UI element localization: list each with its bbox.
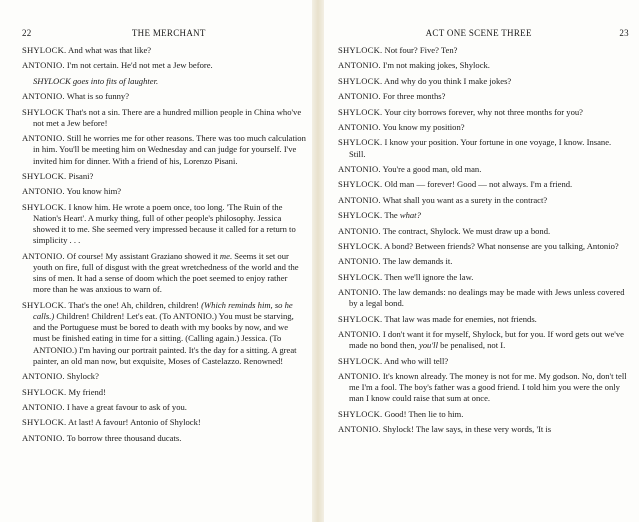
speaker-name: SHYLOCK. <box>338 271 383 282</box>
page-number: 23 <box>619 28 629 38</box>
left-page <box>0 0 312 522</box>
dialogue-text: I'm not certain. He'd not met a Jew before. <box>66 60 213 71</box>
speech-line <box>22 45 306 56</box>
speech-line <box>22 300 306 367</box>
speech-line <box>338 164 629 175</box>
speech-line <box>338 107 629 118</box>
dialogue-text: Children! Children! Let's eat. (To ANTONIO.) You must be starving, and the Portuguese must be bored to death with my books by now, and we must be finished eating in time for a sitting. (Calling again.) Jessica. (To ANTONIO.) I'm having our portrait painted. It's the day for a sitting. A great painter, an old man now, but exquisite, Moses of Castelazzo. Renowned! <box>33 310 297 366</box>
dialogue-text: And why do you think I make jokes? <box>384 75 512 86</box>
right-page <box>324 0 639 522</box>
speaker-name: ANTONIO. <box>338 225 381 236</box>
stage-direction: SHYLOCK goes into fits of laughter. <box>33 75 159 86</box>
speech-line <box>338 371 629 405</box>
emphasis-text: what? <box>399 210 421 221</box>
speech-line <box>22 433 306 444</box>
page-number: 22 <box>22 28 32 38</box>
dialogue-text: You know my position? <box>382 121 465 132</box>
dialogue-text: be penalised, not I. <box>437 340 506 351</box>
dialogue-text: Old man — forever! Good — not always. I'm a friend. <box>384 179 573 190</box>
dialogue-text: To borrow three thousand ducats. <box>66 432 182 443</box>
speaker-name: SHYLOCK. <box>22 299 67 310</box>
dialogue-text: I know your position. Your fortune in one voyage, I know. Insane. Still. <box>349 137 612 159</box>
speaker-name: SHYLOCK <box>22 106 64 117</box>
dialogue-text: Not four? Five? Ten? <box>384 45 458 55</box>
speech-line <box>338 356 629 367</box>
speech-line <box>22 417 306 428</box>
dialogue-text: Pisani? <box>68 170 94 181</box>
speaker-name: SHYLOCK. <box>22 170 67 181</box>
speech-line <box>338 91 629 102</box>
dialogue-text: And who will tell? <box>384 355 449 366</box>
speech-line <box>22 251 306 296</box>
speech-line <box>338 137 629 159</box>
speech-line <box>338 256 629 267</box>
speaker-name: ANTONIO. <box>22 371 65 382</box>
speech-line <box>338 241 629 252</box>
speaker-name: SHYLOCK. <box>338 106 383 117</box>
speech-line <box>22 202 306 247</box>
speaker-name: SHYLOCK. <box>22 45 67 55</box>
speech-line <box>22 387 306 398</box>
dialogue-text: The law demands it. <box>382 256 453 267</box>
speaker-name: SHYLOCK. <box>338 355 383 366</box>
speaker-name: ANTONIO. <box>22 60 65 71</box>
speaker-name: ANTONIO. <box>338 424 381 435</box>
dialogue-text: The contract, Shylock. We must draw up a bond. <box>382 225 551 236</box>
dialogue-text: Then we'll ignore the law. <box>384 271 474 282</box>
dialogue-text: And what was that like? <box>68 45 152 55</box>
speech-line <box>338 329 629 351</box>
dialogue-text: Your city borrows forever, why not three months for you? <box>384 106 583 117</box>
speech-line <box>338 409 629 420</box>
dialogue-text: That's not a sin. There are a hundred million people in China who've not met a Jew before! <box>33 106 302 128</box>
dialogue-text: You know him? <box>66 186 122 197</box>
speech-line <box>338 179 629 190</box>
dialogue-text: The law demands: no dealings may be made with Jews unless covered by a legal bond. <box>349 287 625 309</box>
dialogue-text: It's known already. The money is not for me. My godson. No, don't tell me I'm a fool. The boy's father was a good friend. I told him you were the only man I know could raise that sum at once. <box>349 371 627 404</box>
speech-line <box>22 186 306 197</box>
page-header <box>338 28 629 38</box>
speech-line <box>338 424 629 435</box>
speech-line <box>22 133 306 167</box>
emphasis-text: you'll <box>418 340 438 351</box>
speaker-name: SHYLOCK. <box>338 137 383 148</box>
speaker-name: ANTONIO. <box>22 186 65 197</box>
speech-line <box>338 195 629 206</box>
speech-line <box>338 314 629 325</box>
dialogue-text: Of course! My assistant Graziano showed it <box>66 250 220 261</box>
dialogue-text: Good! Then lie to him. <box>384 408 464 419</box>
dialogue-text: Still he worries me for other reasons. There was too much calculation in him. You'll be meeting him on Wednesday and can judge for yourself. I've invited him for dinner. With a friend of his, Lorenzo Pisani. <box>33 133 306 166</box>
speaker-name: SHYLOCK. <box>22 201 67 212</box>
dialogue-text: My friend! <box>68 386 106 397</box>
speech-line <box>338 45 629 56</box>
dialogue-text: That's the one! Ah, children, children! <box>68 299 202 310</box>
dialogue-text: The <box>384 210 400 221</box>
speech-line <box>22 91 306 102</box>
speaker-name: ANTONIO. <box>22 432 65 443</box>
dialogue-text: I'm not making jokes, Shylock. <box>382 60 490 71</box>
dialogue-text: Shylock? <box>66 371 99 382</box>
speaker-name: SHYLOCK. <box>338 179 383 190</box>
dialogue-text: A bond? Between friends? What nonsense are you talking, Antonio? <box>384 240 619 251</box>
speech-line <box>22 402 306 413</box>
dialogue-text: What is so funny? <box>66 91 130 102</box>
speech-line <box>22 107 306 129</box>
dialogue-text: Shylock! The law says, in these very words, 'It is <box>382 424 552 435</box>
page-header <box>22 28 306 38</box>
dialogue-text: At last! A favour! Antonio of Shylock! <box>68 417 201 428</box>
speech-line <box>338 76 629 87</box>
dialogue-text: . Seems it set our youth on fire, full of disgust with the great wretchedness of the world and the sins of men. It had a sense of doom which the poet seemed to enjoy rather more than he was anxious to warn of. <box>33 250 299 295</box>
speaker-name: SHYLOCK. <box>338 408 383 419</box>
speaker-name: ANTONIO. <box>338 60 381 71</box>
speech-line <box>22 60 306 71</box>
dialogue-text: What shall you want as a surety in the contract? <box>382 194 548 205</box>
speech-line <box>22 371 306 382</box>
speaker-name: SHYLOCK. <box>22 417 67 428</box>
speaker-name: ANTONIO. <box>338 194 381 205</box>
dialogue-text: I know him. He wrote a poem once, too long. 'The Ruin of the Nation's Heart'. A murky thing, full of other people's philosophy. Jessica showed it to me. She seemed very impressed because it called for a return to simplicity . . . <box>33 201 296 246</box>
speaker-name: ANTONIO. <box>338 287 381 298</box>
speech-line <box>338 272 629 283</box>
speaker-name: ANTONIO. <box>22 133 65 144</box>
speaker-name: SHYLOCK. <box>338 313 383 324</box>
speaker-name: SHYLOCK. <box>338 240 383 251</box>
script-text <box>338 45 629 435</box>
dialogue-text: I have a great favour to ask of you. <box>66 401 187 412</box>
speaker-name: SHYLOCK. <box>22 386 67 397</box>
speech-line <box>338 210 629 221</box>
speaker-name: SHYLOCK. <box>338 75 383 86</box>
speaker-name: ANTONIO. <box>22 250 65 261</box>
dialogue-text: That law was made for enemies, not friends. <box>384 313 537 324</box>
speaker-name: ANTONIO. <box>338 371 381 382</box>
speech-line <box>338 226 629 237</box>
speaker-name: SHYLOCK. <box>338 210 383 221</box>
emphasis-text: (Which reminds him, so he calls.) <box>33 299 293 321</box>
speech-line <box>338 122 629 133</box>
speaker-name: ANTONIO. <box>22 91 65 102</box>
speaker-name: ANTONIO. <box>22 401 65 412</box>
speaker-name: ANTONIO. <box>338 121 381 132</box>
speaker-name: ANTONIO. <box>338 256 381 267</box>
running-head: ACT ONE SCENE THREE <box>425 28 532 38</box>
running-head: THE MERCHANT <box>131 28 206 38</box>
speech-line <box>22 171 306 182</box>
script-text <box>22 45 306 444</box>
speech-line <box>338 287 629 309</box>
speech-line <box>338 60 629 71</box>
emphasis-text: me <box>219 250 230 261</box>
book-gutter <box>312 0 324 522</box>
dialogue-text: I don't want it for myself, Shylock, but for you. If word gets out we've made no bond then, <box>349 329 624 351</box>
speaker-name: ANTONIO. <box>338 91 381 102</box>
speaker-name: ANTONIO. <box>338 163 381 174</box>
dialogue-text: For three months? <box>382 91 446 102</box>
speaker-name: ANTONIO. <box>338 329 381 340</box>
speaker-name: SHYLOCK. <box>338 45 383 55</box>
dialogue-text: You're a good man, old man. <box>382 163 482 174</box>
